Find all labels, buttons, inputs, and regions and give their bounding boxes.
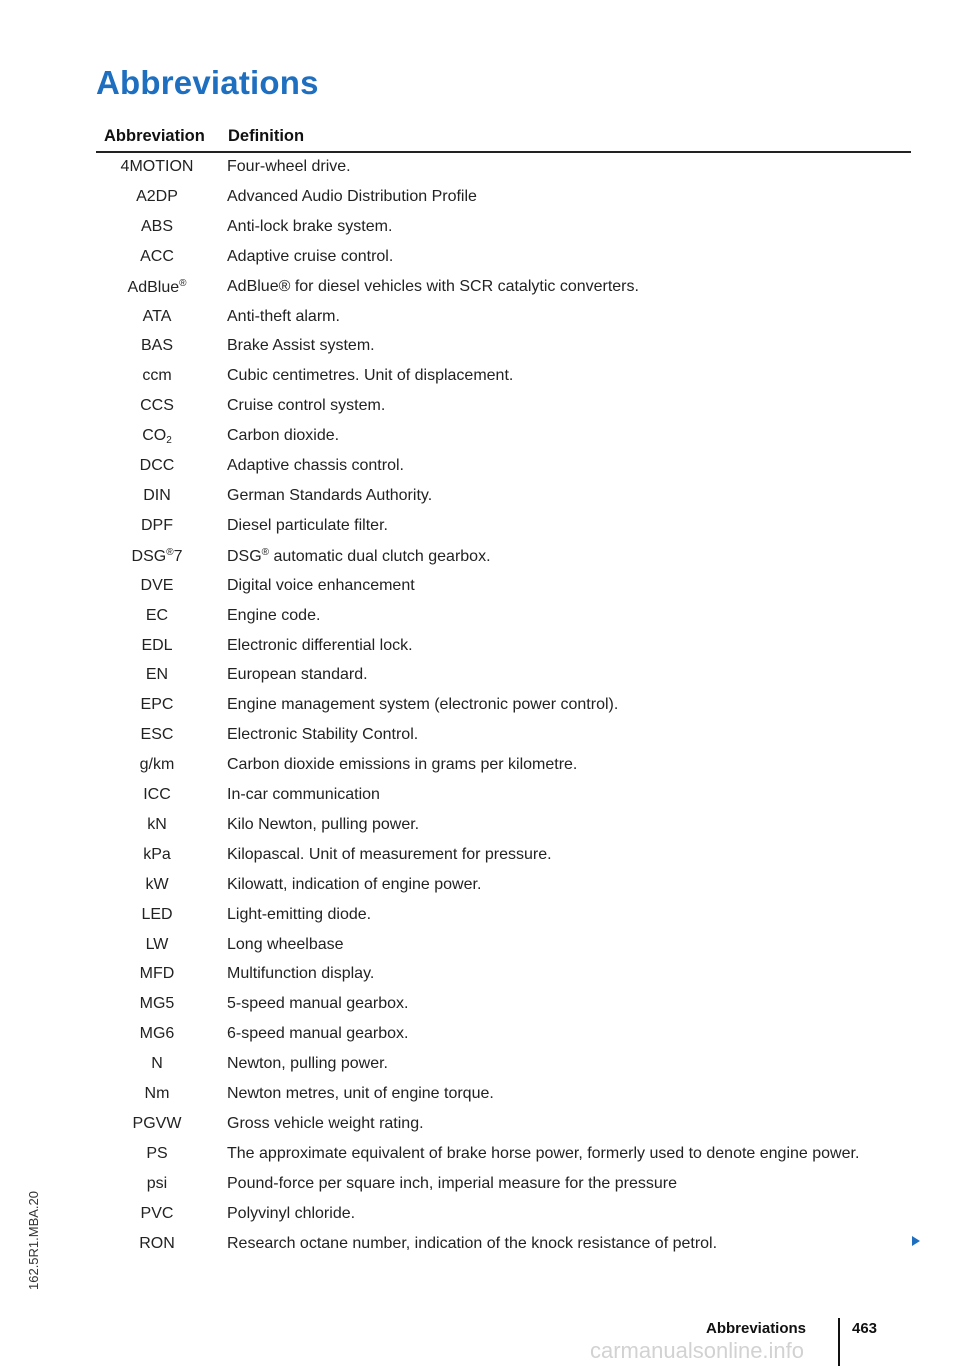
abbreviation-cell: MG6 xyxy=(139,1025,175,1043)
definition-cell: Adaptive cruise control. xyxy=(227,247,394,265)
abbreviation-cell: PVC xyxy=(140,1204,174,1222)
definition-cell: 5-speed manual gearbox. xyxy=(227,995,409,1013)
definition-cell: Digital voice enhancement xyxy=(227,576,415,594)
abbreviation-cell: LW xyxy=(145,935,169,953)
abbreviation-cell: ESC xyxy=(140,726,174,744)
definition-cell: Diesel particulate filter. xyxy=(227,516,388,534)
definition-cell: Engine management system (electronic power control). xyxy=(227,696,619,714)
abbreviation-cell: EN xyxy=(145,666,169,684)
definition-cell: Kilowatt, indication of engine power. xyxy=(227,875,482,893)
table-row xyxy=(96,842,911,872)
definition-cell: Kilo Newton, pulling power. xyxy=(227,815,420,833)
column-header-abbreviation: Abbreviation xyxy=(104,127,205,145)
definition-cell: Anti-theft alarm. xyxy=(227,307,340,325)
abbreviation-table xyxy=(96,154,911,1261)
abbreviation-cell: EDL xyxy=(141,636,173,654)
table-row xyxy=(96,363,911,393)
abbreviation-cell: DSG®7 xyxy=(131,546,183,565)
abbreviation-cell: kPa xyxy=(143,845,171,863)
abbreviation-cell: N xyxy=(151,1055,163,1073)
header-rule xyxy=(96,151,911,153)
abbreviation-cell: DVE xyxy=(140,576,174,594)
table-row xyxy=(96,393,911,423)
table-row xyxy=(96,1081,911,1111)
table-row xyxy=(96,573,911,603)
definition-cell: Carbon dioxide. xyxy=(227,427,340,445)
definition-cell: DSG® automatic dual clutch gearbox. xyxy=(227,546,491,565)
abbreviation-cell: psi xyxy=(146,1174,168,1192)
table-row xyxy=(96,483,911,513)
table-row xyxy=(96,274,911,304)
abbreviation-cell: kW xyxy=(145,875,169,893)
table-row xyxy=(96,423,911,453)
definition-cell: German Standards Authority. xyxy=(227,486,433,504)
abbreviation-cell: DIN xyxy=(143,486,171,504)
abbreviation-cell: EPC xyxy=(140,696,174,714)
table-row xyxy=(96,692,911,722)
abbreviation-cell: ATA xyxy=(142,307,172,325)
table-row xyxy=(96,872,911,902)
definition-cell: Advanced Audio Distribution Profile xyxy=(227,187,477,205)
table-row xyxy=(96,633,911,663)
page-number: 463 xyxy=(852,1320,878,1337)
definition-cell: Four-wheel drive. xyxy=(227,158,351,175)
column-header-definition: Definition xyxy=(228,127,305,145)
definition-cell: Light-emitting diode. xyxy=(227,905,372,923)
abbreviation-cell: kN xyxy=(147,815,167,833)
table-row xyxy=(96,453,911,483)
table-row xyxy=(96,1111,911,1141)
table-row xyxy=(96,244,911,274)
definition-cell: In-car communication xyxy=(227,786,380,804)
abbreviation-cell: $CO_2$ xyxy=(142,427,172,447)
definition-cell: Kilopascal. Unit of measurement for pressure. xyxy=(227,845,552,863)
definition-cell: Adaptive chassis control. xyxy=(227,457,404,475)
abbreviation-cell: CCS xyxy=(140,397,174,415)
abbreviation-cell: ICC xyxy=(143,786,171,804)
abbreviation-cell: A2DP xyxy=(136,187,178,205)
definition-cell: Cruise control system. xyxy=(227,397,386,415)
abbreviation-cell: DCC xyxy=(139,457,175,475)
table-row xyxy=(96,214,911,244)
table-row xyxy=(96,782,911,812)
abbreviation-cell: MFD xyxy=(139,965,175,983)
abbreviation-cell: PS xyxy=(146,1144,168,1162)
abbreviation-cell: LED xyxy=(141,905,173,923)
definition-cell: Newton, pulling power. xyxy=(227,1055,388,1073)
table-row xyxy=(96,154,911,184)
table-row xyxy=(96,812,911,842)
table-row xyxy=(96,752,911,782)
definition-cell: 6-speed manual gearbox. xyxy=(227,1025,409,1043)
definition-cell: Research octane number, indication of the knock resistance of petrol. xyxy=(227,1234,718,1252)
definition-cell: Multifunction display. xyxy=(227,965,375,983)
abbreviation-cell: Nm xyxy=(144,1085,170,1103)
table-row xyxy=(96,603,911,633)
table-row xyxy=(96,662,911,692)
definition-cell: Brake Assist system. xyxy=(227,337,375,355)
definition-cell: Long wheelbase xyxy=(227,935,344,953)
definition-cell: Polyvinyl chloride. xyxy=(227,1204,356,1222)
abbreviation-cell: ccm xyxy=(142,367,172,385)
table-row xyxy=(96,543,911,573)
footer-divider xyxy=(838,1318,840,1366)
definition-cell: Newton metres, unit of engine torque. xyxy=(227,1085,494,1103)
definition-cell: Pound-force per square inch, imperial measure for the pressure xyxy=(227,1174,677,1192)
table-row xyxy=(96,902,911,932)
table-row xyxy=(96,1171,911,1201)
table-header xyxy=(96,125,911,149)
definition-cell: Carbon dioxide emissions in grams per kilometre. xyxy=(227,756,578,774)
table-row xyxy=(96,1021,911,1051)
definition-cell: Engine code. xyxy=(227,606,321,624)
table-row xyxy=(96,1141,911,1171)
abbreviation-cell: BAS xyxy=(140,337,173,355)
abbreviation-cell: ACC xyxy=(140,247,174,265)
watermark: carmanualsonline.info xyxy=(590,1338,805,1363)
definition-cell: Electronic differential lock. xyxy=(227,636,413,654)
definition-cell: European standard. xyxy=(227,666,368,684)
table-row xyxy=(96,304,911,334)
abbreviation-cell: g/km xyxy=(139,756,175,774)
definition-cell: The approximate equivalent of brake horse power, formerly used to denote engine power. xyxy=(227,1144,860,1162)
abbreviation-cell: RON xyxy=(139,1234,175,1252)
definition-cell: Anti-lock brake system. xyxy=(227,217,393,235)
table-row xyxy=(96,1051,911,1081)
table-row xyxy=(96,961,911,991)
abbreviation-cell: MG5 xyxy=(139,995,175,1013)
abbreviation-cell: AdBlue® xyxy=(127,277,187,296)
abbreviation-cell: ABS xyxy=(140,217,173,235)
abbreviation-cell: DPF xyxy=(141,516,173,534)
table-row xyxy=(96,1231,911,1261)
table-row xyxy=(96,333,911,363)
definition-cell: Gross vehicle weight rating. xyxy=(227,1115,424,1132)
definition-cell: Electronic Stability Control. xyxy=(227,726,419,744)
table-row xyxy=(96,932,911,962)
page-title: Abbreviations xyxy=(96,64,319,101)
footer-section-title: Abbreviations xyxy=(706,1320,807,1337)
abbreviation-cell: 4MOTION xyxy=(120,158,194,175)
table-row xyxy=(96,991,911,1021)
definition-cell: AdBlue® for diesel vehicles with SCR catalytic converters. xyxy=(227,277,639,295)
table-row xyxy=(96,1201,911,1231)
arrow-right-icon xyxy=(912,1236,920,1246)
table-row xyxy=(96,184,911,214)
table-row xyxy=(96,513,911,543)
abbreviation-cell: EC xyxy=(145,606,169,624)
definition-cell: Cubic centimetres. Unit of displacement. xyxy=(227,367,514,385)
abbreviation-cell: PGVW xyxy=(132,1115,182,1132)
table-row xyxy=(96,722,911,752)
document-code: 162.5R1.MBA.20 xyxy=(26,1190,41,1290)
